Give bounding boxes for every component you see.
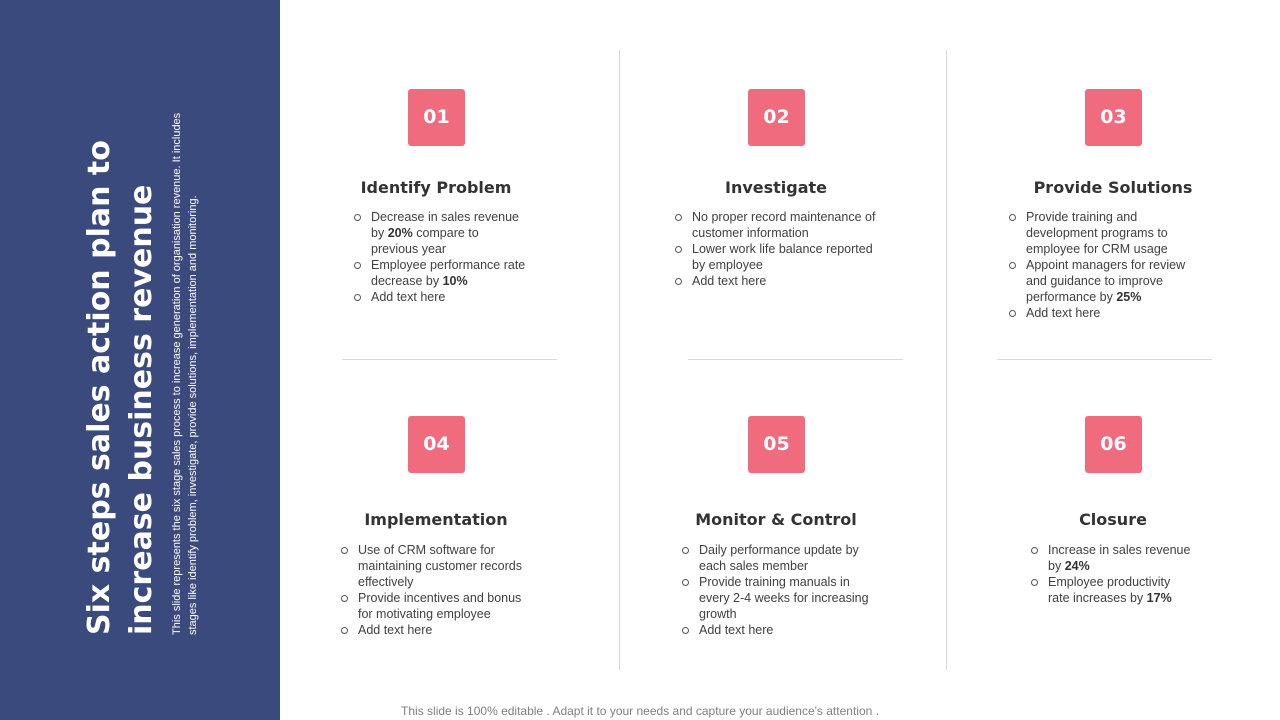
bullet-item: [680, 574, 880, 622]
step-number-badge: 06: [1085, 416, 1142, 473]
bullet-item: [339, 622, 539, 638]
bullet-item: [339, 590, 539, 622]
row-divider: [997, 359, 1212, 360]
bullet-text: Provide incentives and bonus for motivating employee: [358, 591, 522, 621]
sidebar-rotated-text: [79, 75, 201, 635]
bullet-item: [680, 542, 880, 574]
slide-title: Six steps sales action plan to increase business revenue: [82, 140, 159, 635]
step-title: Identify Problem: [360, 178, 512, 197]
bullet-item: [680, 622, 880, 638]
bullet-text: Add text here: [692, 274, 767, 288]
step-title: Provide Solutions: [1033, 178, 1193, 197]
slide-description: This slide represents the six stage sales process to increase generation of organisation revenue. It includes stages like identify problem, investigate, provide solutions, implementation and monitoring.: [171, 112, 199, 635]
bullet-text: Decrease in sales revenue by: [371, 210, 519, 240]
bullet-highlight-value: 20%: [387, 226, 413, 240]
bullet-item: [1007, 305, 1197, 321]
bullet-item: [352, 257, 527, 289]
bullet-item: [1007, 257, 1197, 305]
bullet-text: Provide training and development programs to employee for CRM usage: [1026, 210, 1168, 256]
bullet-highlight-value: 24%: [1064, 559, 1090, 573]
bullet-text: Increase in sales revenue by: [1048, 543, 1191, 573]
bullet-item: [673, 209, 878, 241]
bullet-item: [352, 209, 527, 257]
step-number-badge: 01: [408, 89, 465, 146]
bullet-text: Add text here: [699, 623, 774, 637]
bullet-text: Daily performance update by each sales member: [699, 543, 859, 573]
step-title: Implementation: [364, 510, 508, 529]
column-divider: [619, 50, 620, 670]
step-number-badge: 02: [748, 89, 805, 146]
bullet-item: [673, 241, 878, 273]
bullet-item: [352, 289, 527, 305]
bullet-highlight-value: 10%: [442, 274, 468, 288]
bullet-highlight-value: 17%: [1146, 591, 1172, 605]
bullet-text-suffix: compare to previous year: [371, 226, 479, 256]
row-divider: [688, 359, 903, 360]
bullet-text: Lower work life balance reported by employee: [692, 242, 873, 272]
column-divider: [946, 50, 947, 670]
bullet-text: Add text here: [371, 290, 446, 304]
row-divider: [342, 359, 557, 360]
bullet-text: Employee productivity rate increases by: [1048, 575, 1171, 605]
bullet-text: Appoint managers for review and guidance to improve performance by: [1026, 258, 1186, 304]
step-number-badge: 03: [1085, 89, 1142, 146]
step-items: [1029, 542, 1194, 606]
bullet-item: [339, 542, 539, 590]
step-title: Monitor & Control: [695, 510, 857, 529]
step-title: Investigate: [724, 178, 828, 197]
step-number-badge: 05: [748, 416, 805, 473]
step-items: [352, 209, 527, 305]
step-number-badge: 04: [408, 416, 465, 473]
bullet-item: [673, 273, 878, 289]
bullet-highlight-value: 25%: [1116, 290, 1142, 304]
bullet-text: Use of CRM software for maintaining customer records effectively: [358, 543, 522, 589]
step-items: [673, 209, 878, 289]
slide-footer-note: This slide is 100% editable . Adapt it to your needs and capture your audience's attention .: [401, 704, 879, 718]
bullet-text: Employee performance rate decrease by: [371, 258, 526, 288]
bullet-item: [1029, 574, 1194, 606]
bullet-item: [1007, 209, 1197, 257]
bullet-text: Provide training manuals in every 2-4 weeks for increasing growth: [699, 575, 869, 621]
step-title: Closure: [1079, 510, 1147, 529]
bullet-text: Add text here: [358, 623, 433, 637]
step-items: [680, 542, 880, 638]
sidebar-panel: [0, 0, 280, 720]
step-items: [339, 542, 539, 638]
bullet-text: No proper record maintenance of customer information: [692, 210, 876, 240]
step-items: [1007, 209, 1197, 321]
bullet-text: Add text here: [1026, 306, 1101, 320]
bullet-item: [1029, 542, 1194, 574]
